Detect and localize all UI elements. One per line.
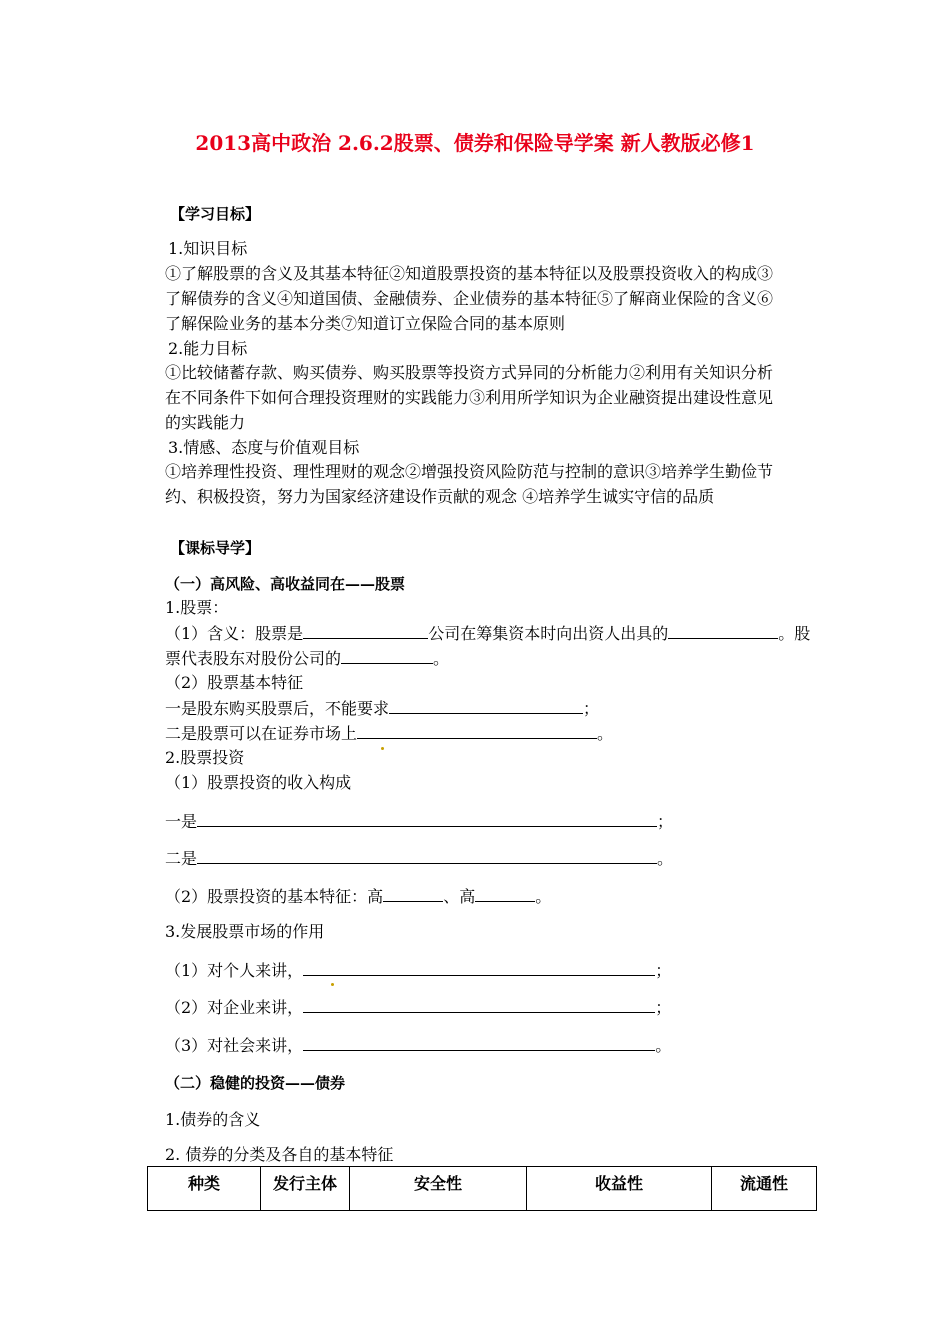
knowledge-line: 了解债券的含义④知道国债、金融债券、企业债券的基本特征⑤了解商业保险的含义⑥ bbox=[165, 289, 774, 308]
knowledge-heading: 1.知识目标 bbox=[168, 239, 248, 258]
market-line-1: （1）对个人来讲， ； bbox=[165, 961, 672, 980]
ability-line: 的实践能力 bbox=[165, 413, 246, 432]
blank-line bbox=[389, 698, 583, 714]
bond-table bbox=[147, 1166, 817, 1211]
page-title: 2013高中政治 2.6.2股票、债券和保险导学案 新人教版必修1 bbox=[195, 131, 755, 155]
blank-line bbox=[197, 848, 657, 864]
table-header-row bbox=[148, 1167, 817, 1211]
blank-line bbox=[475, 886, 535, 902]
ability-line: ①比较储蓄存款、购买债券、购买股票等投资方式异同的分析能力②利用有关知识分析 bbox=[165, 363, 774, 382]
table-header-cell: 流通性 bbox=[712, 1167, 817, 1211]
invest-features-line: （2）股票投资的基本特征：高 、高 。 bbox=[165, 887, 552, 906]
blank-line bbox=[303, 623, 428, 639]
stock-meaning-line-2: 票代表股东对股份公司的 。 bbox=[165, 649, 450, 668]
table-header-cell: 发行主体 bbox=[261, 1167, 350, 1211]
features-heading: （2）股票基本特征 bbox=[165, 673, 304, 692]
guide-heading: 【课标导学】 bbox=[170, 539, 261, 557]
income-line-2: 二是 。 bbox=[165, 849, 674, 868]
stock-meaning-line-1: （1）含义：股票是 公司在筹集资本时向出资人出具的 。股 bbox=[165, 624, 811, 643]
feature-line-2: 二是股票可以在证券市场上 。 bbox=[165, 724, 614, 743]
bond-meaning: 1.债券的含义 bbox=[165, 1110, 261, 1129]
blank-line bbox=[303, 1035, 655, 1051]
part1-heading: （一）高风险、高收益同在——股票 bbox=[165, 575, 406, 593]
blank-line bbox=[341, 648, 433, 664]
emotion-line: 约、积极投资，努力为国家经济建设作贡献的观念 ④培养学生诚实守信的品质 bbox=[165, 487, 715, 506]
speck-mark bbox=[381, 747, 384, 750]
table-header-cell: 安全性 bbox=[350, 1167, 527, 1211]
objectives-heading: 【学习目标】 bbox=[170, 205, 261, 223]
stock-heading: 1.股票： bbox=[165, 598, 229, 617]
part2-heading: （二）稳健的投资——债券 bbox=[165, 1074, 346, 1092]
ability-heading: 2.能力目标 bbox=[168, 339, 248, 358]
speck-mark bbox=[331, 983, 334, 986]
knowledge-line: ①了解股票的含义及其基本特征②知道股票投资的基本特征以及股票投资收入的构成③ bbox=[165, 264, 774, 283]
bond-types: 2. 债券的分类及各自的基本特征 bbox=[165, 1145, 394, 1164]
market-line-3: （3）对社会来讲， 。 bbox=[165, 1036, 672, 1055]
blank-line bbox=[383, 886, 443, 902]
income-line-1: 一是 ； bbox=[165, 812, 674, 831]
blank-line bbox=[303, 960, 655, 976]
blank-line bbox=[303, 997, 655, 1013]
feature-line-1: 一是股东购买股票后，不能要求 ； bbox=[165, 699, 600, 718]
blank-line bbox=[668, 623, 778, 639]
emotion-line: ①培养理性投资、理性理财的观念②增强投资风险防范与控制的意识③培养学生勤俭节 bbox=[165, 462, 774, 481]
invest-heading: 2.股票投资 bbox=[165, 748, 245, 767]
knowledge-line: 了解保险业务的基本分类⑦知道订立保险合同的基本原则 bbox=[165, 314, 566, 333]
market-line-2: （2）对企业来讲， ； bbox=[165, 998, 672, 1017]
blank-line bbox=[357, 723, 597, 739]
ability-line: 在不同条件下如何合理投资理财的实践能力③利用所学知识为企业融资提出建设性意见 bbox=[165, 388, 774, 407]
market-heading: 3.发展股票市场的作用 bbox=[165, 922, 325, 941]
table-header-cell: 收益性 bbox=[527, 1167, 712, 1211]
table-header-cell: 种类 bbox=[148, 1167, 261, 1211]
income-heading: （1）股票投资的收入构成 bbox=[165, 773, 352, 792]
emotion-heading: 3.情感、态度与价值观目标 bbox=[168, 438, 360, 457]
blank-line bbox=[197, 811, 657, 827]
